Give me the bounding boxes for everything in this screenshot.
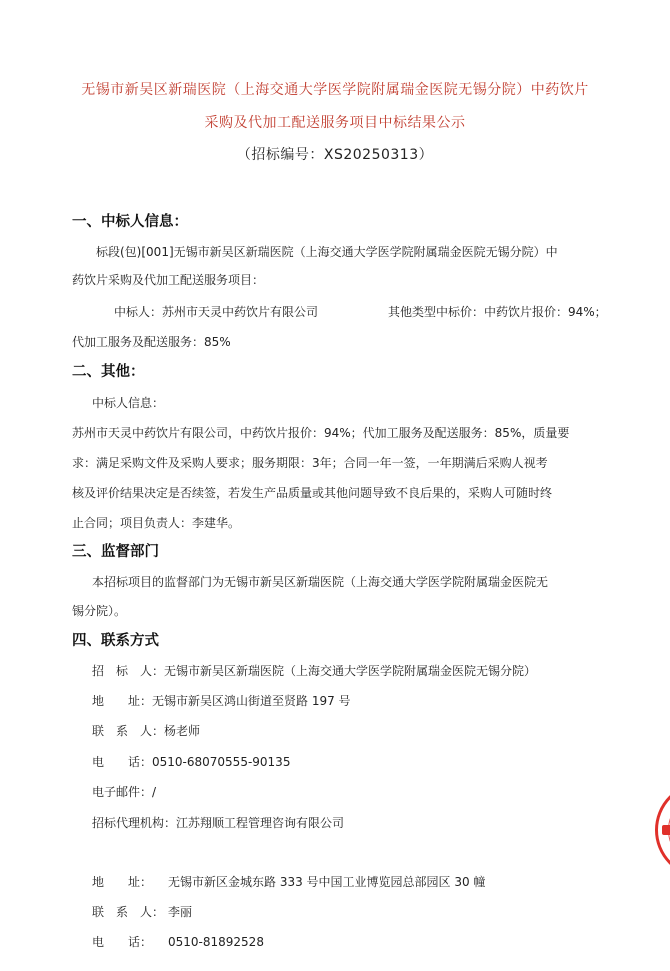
tenderer-address: 地 址：无锡市新吴区鸿山街道至贤路 197 号 [92,694,351,708]
section2-heading: 二、其他： [72,364,145,380]
agency-address: 无锡市新区金城东路 333 号中国工业博览园总部园区 30 幢 [168,875,486,889]
document-title-line2: 采购及代加工配送服务项目中标结果公示 [204,115,466,131]
agency-phone-label: 电 话： [92,935,153,949]
agency-contact: 李丽 [168,905,193,919]
section3-heading: 三、监督部门 [72,544,159,560]
lot-line1: 标段(包)[001]无锡市新吴区新瑞医院（上海交通大学医学院附属瑞金医院无锡分院）中 [96,245,558,259]
section2-line2: 求：满足采购文件及采购人要求；服务期限：3年；合同一年一签，一年期满后采购人视考 [72,456,548,470]
section3-line2: 锡分院）。 [72,604,127,618]
tenderer-contact: 联 系 人：杨老师 [92,724,201,738]
section2-subheading: 中标人信息： [92,396,165,410]
agency-address-label: 地 址： [92,875,153,889]
tenderer-phone: 电 话：0510-68070555-90135 [92,755,291,769]
agency-phone: 0510-81892528 [168,935,264,949]
official-seal-mark [662,825,670,835]
section2-line1: 苏州市天灵中药饮片有限公司，中药饮片报价：94%；代加工服务及配送服务：85%，质量要 [72,426,570,440]
winning-price: 其他类型中标价：中药饮片报价：94%； [388,305,607,319]
tenderer: 招 标 人：无锡市新吴区新瑞医院（上海交通大学医学院附属瑞金医院无锡分院） [92,664,537,678]
lot-line2: 药饮片采购及代加工配送服务项目： [72,273,265,287]
tenderer-email: 电子邮件：/ [92,785,157,799]
section2-line3: 核及评价结果决定是否续签，若发生产品质量或其他问题导致不良后果的，采购人可随时终 [72,486,553,500]
agency-contact-label: 联 系 人： [92,905,165,919]
tender-code: （招标编号：XS20250313） [236,147,434,163]
section3-line1: 本招标项目的监督部门为无锡市新吴区新瑞医院（上海交通大学医学院附属瑞金医院无 [92,575,549,589]
section1-heading: 一、中标人信息： [72,214,188,230]
tender-agency: 招标代理机构：江苏翔顺工程管理咨询有限公司 [92,816,345,830]
official-seal [655,782,670,878]
section2-line4: 止合同；项目负责人：李建华。 [72,516,241,530]
winning-price-line2: 代加工服务及配送服务：85% [72,335,231,349]
section4-heading: 四、联系方式 [72,633,159,649]
document-title-line1: 无锡市新吴区新瑞医院（上海交通大学医学院附属瑞金医院无锡分院）中药饮片 [81,82,589,98]
winner-name: 中标人：苏州市天灵中药饮片有限公司 [114,305,319,319]
